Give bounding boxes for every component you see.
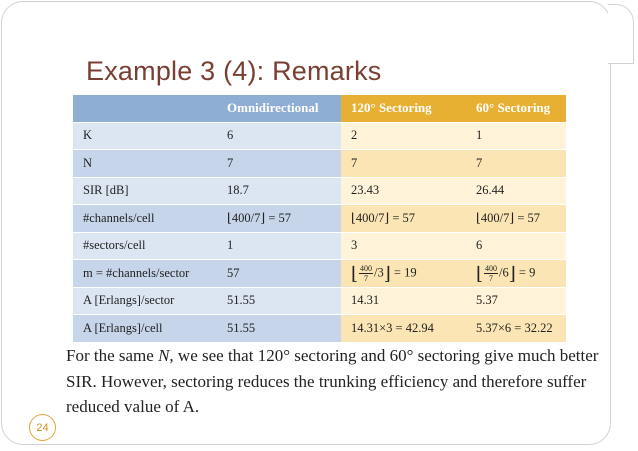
row-label: K [73,122,217,150]
header-omnidirectional: Omnidirectional [217,95,341,122]
cell-60: 26.44 [466,177,566,205]
table-row [73,315,566,343]
fraction-numerator: 400 [485,263,498,273]
cell-omni: ⌊400/7⌋ = 57 [217,205,341,233]
cell-omni: 6 [217,122,341,150]
floor-right-bracket: ⌋ [383,263,391,284]
cell-omni: 7 [217,150,341,178]
remarks-text-start: For the same [66,346,159,365]
remarks-text-end: , we see that 120° sectoring and 60° sectoring give much better SIR. However, sectoring reduces the trunking efficiency and therefore suffer reduced value of A. [66,346,599,416]
table-header-row [73,95,566,122]
slide-corner-tab [608,4,634,64]
floor-right-bracket: ⌋ [508,263,516,284]
result: = 19 [393,265,417,280]
cell-60: 5.37 [466,287,566,315]
cell-120: 3 [341,232,466,260]
remarks-paragraph [66,343,606,420]
divisor: /3 [374,265,384,280]
row-label: m = #channels/sector [73,260,217,288]
row-label: N [73,150,217,178]
floor-left-bracket: ⌊ [476,263,484,284]
comparison-table [73,95,566,343]
header-cell-empty [73,95,217,122]
cell-60-floor-expression [466,260,566,288]
cell-120: 23.43 [341,177,466,205]
cell-120: 2 [341,122,466,150]
cell-120: 7 [341,150,466,178]
cell-60: 7 [466,150,566,178]
table-row [73,205,566,233]
table-row [73,287,566,315]
fraction-denominator: 7 [489,273,494,283]
cell-120: ⌊400/7⌋ = 57 [341,205,466,233]
cell-120: 14.31×3 = 42.94 [341,315,466,343]
table-row [73,232,566,260]
fraction [359,264,373,283]
header-60-sectoring: 60° Sectoring [466,95,566,122]
fraction-denominator: 7 [364,273,369,283]
table-row [73,122,566,150]
row-label: A [Erlangs]/cell [73,315,217,343]
row-label: #channels/cell [73,205,217,233]
slide-title: Example 3 (4): Remarks [86,56,382,86]
table-row [73,260,566,288]
divisor: /6 [499,265,509,280]
cell-omni: 57 [217,260,341,288]
cell-omni: 18.7 [217,177,341,205]
cell-120-floor-expression [341,260,466,288]
cell-omni: 1 [217,232,341,260]
variable-n: N [158,346,170,365]
page-number-badge: 24 [29,414,56,441]
table-row [73,150,566,178]
cell-omni: 51.55 [217,315,341,343]
cell-60: 1 [466,122,566,150]
floor-left-bracket: ⌊ [351,263,359,284]
cell-60: 5.37×6 = 32.22 [466,315,566,343]
table-row [73,177,566,205]
result: = 9 [518,265,536,280]
cell-60: ⌊400/7⌋ = 57 [466,205,566,233]
row-label: SIR [dB] [73,177,217,205]
row-label: A [Erlangs]/sector [73,287,217,315]
fraction-numerator: 400 [360,263,373,273]
cell-omni: 51.55 [217,287,341,315]
row-label: #sectors/cell [73,232,217,260]
cell-120: 14.31 [341,287,466,315]
fraction [484,264,498,283]
cell-60: 6 [466,232,566,260]
header-120-sectoring: 120° Sectoring [341,95,466,122]
